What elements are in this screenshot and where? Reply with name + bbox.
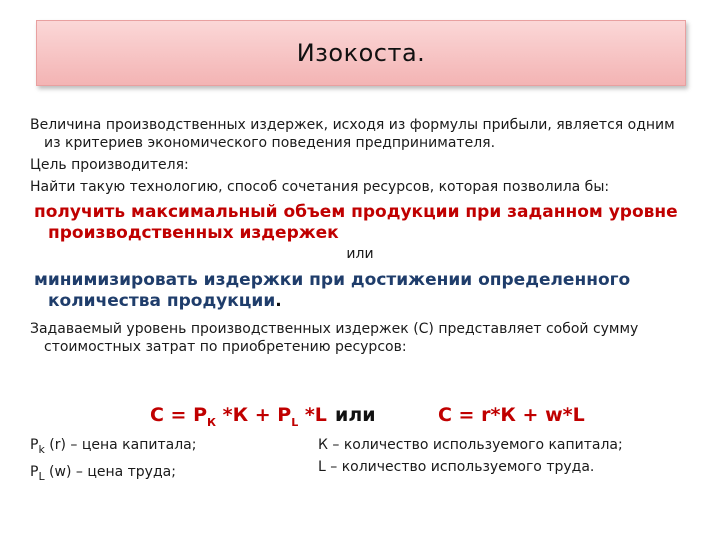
- goal-option-1: получить максимальный объем продукции при заданном уровне производственных издержек: [34, 202, 678, 243]
- goal-option-2-text: минимизировать издержки при достижении определенного количества продукции: [34, 270, 631, 311]
- labor-price-def: $Р_L$ (w) – цена труда;: [30, 463, 176, 483]
- labor-quantity-def: L – количество используемого труда.: [318, 459, 595, 475]
- or-separator: или: [346, 246, 374, 262]
- price-definitions: [30, 434, 196, 488]
- goal-heading: Цель производителя:: [30, 157, 189, 173]
- goal-option-2: [34, 270, 690, 312]
- goal-statement: Найти такую технологию, способ сочетания ресурсов, которая позволила бы:: [30, 179, 610, 195]
- cost-paragraph: Задаваемый уровень производственных издержек (С) представляет собой сумму стоимостных затрат по приобретению ресурсов:: [30, 321, 639, 355]
- formula-or: или: [335, 404, 376, 426]
- intro-paragraph: Величина производственных издержек, исходя из формулы прибыли, является одним из критериев экономического поведения предпринимателя.: [30, 117, 675, 151]
- capital-price-def: $Р_k$ (r) – цена капитала;: [30, 437, 197, 456]
- cost-formula-rates: С = r*К + w*L: [438, 404, 585, 426]
- slide-body: [30, 116, 690, 356]
- title-banner: [36, 20, 686, 86]
- formula-row: [30, 404, 690, 430]
- goal-option-2-period: .: [275, 291, 282, 311]
- quantity-definitions: [318, 434, 623, 478]
- cost-formula-prices: $С = Р_К$ $*К + Р_L$ *L: [150, 404, 327, 429]
- capital-quantity-def: К – количество используемого капитала;: [318, 437, 623, 453]
- slide-title: Изокоста.: [296, 39, 426, 67]
